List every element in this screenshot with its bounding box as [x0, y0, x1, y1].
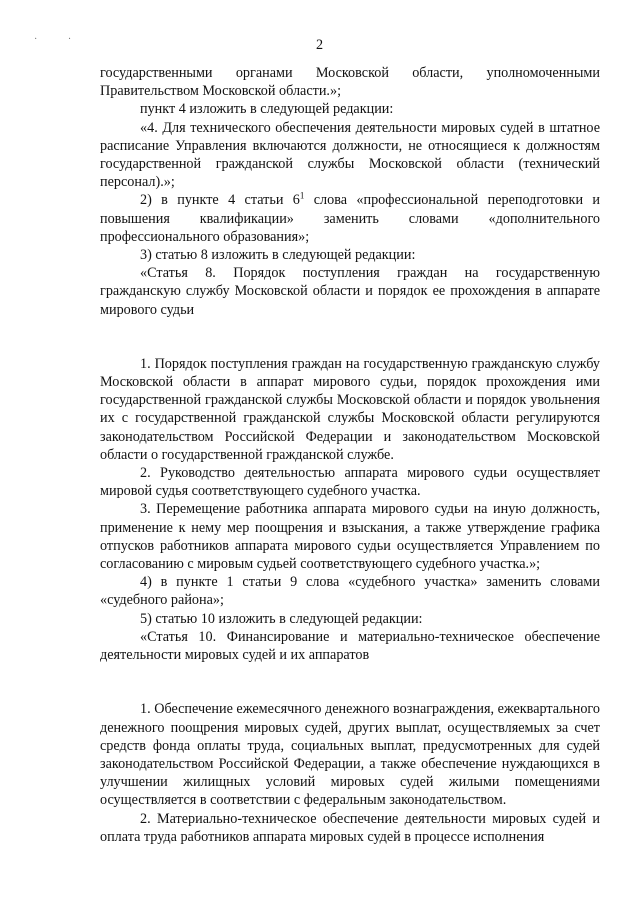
- superscript: 1: [299, 190, 305, 201]
- article-heading: «Статья 8. Порядок поступления граждан на государственную гражданскую службу Московской области и порядок ее прохождения в аппарате мирового судьи: [100, 265, 600, 318]
- paragraph: 5) статью 10 изложить в следующей редакции:: [140, 610, 423, 627]
- paragraph: государственными органами Московской области, уполномоченными Правительством Московской области.»;: [100, 65, 600, 100]
- paragraph: 2. Материально-техническое обеспечение деятельности мировых судей и оплата труда работников аппарата мировых судей в процессе исполнения: [100, 810, 600, 845]
- paragraph: 3) статью 8 изложить в следующей редакции:: [140, 247, 416, 264]
- article-heading: «Статья 10. Финансирование и материально-техническое обеспечение деятельности мировых судей и их аппаратов: [100, 628, 600, 664]
- paragraph: «4. Для технического обеспечения деятельности мировых судей в штатное расписание Управления включаются должности, не относящиеся к должностям государственной гражданской службы Московской области (технический персонал).»;: [100, 119, 600, 191]
- paragraph: пункт 4 изложить в следующей редакции:: [140, 101, 394, 118]
- paragraph: 1. Обеспечение ежемесячного денежного вознаграждения, ежеквартального денежного поощрения мировых судей, других выплат, осуществляемых за счет средств фонда оплаты труда, социальных выплат, предусмотренных для судей законодательством Российской Федерации, а также обеспечение нуждающихся в улучшении жилищных условий мировых судей жилыми помещениями осуществляется в соответствии с федеральным законодательством.: [100, 701, 600, 809]
- amendment-prefix: 2) в пункте 4 статьи 6: [140, 192, 300, 209]
- paragraph: 4) в пункте 1 статьи 9 слова «судебного участка» заменить словами «судебного района»;: [100, 574, 600, 609]
- amendment-text: слова «профессиональной переподготовки и повышения квалификации» заменить словами «дополнительного профессионального образования»;: [100, 192, 600, 245]
- scan-artifact: · ·: [34, 34, 86, 45]
- page-number: 2: [315, 37, 324, 53]
- paragraph: 2. Руководство деятельностью аппарата мирового судьи осуществляет мировой судья соответствующего судебного участка.: [100, 465, 600, 500]
- paragraph: [100, 191, 600, 246]
- paragraph: 3. Перемещение работника аппарата мирового судьи на иную должность, применение к нему мер поощрения и взыскания, а также утверждение графика отпусков работников аппарата мирового судьи осуществляется Управлением по согласованию с мировым судьей соответствующего судебного участка.»;: [100, 501, 600, 573]
- document-body: [100, 64, 600, 846]
- paragraph: 1. Порядок поступления граждан на государственную гражданскую службу Московской области в аппарат мирового судьи, порядок прохождения ими государственной гражданской службы Московской области и порядок увольнения их с государственной гражданской службы Московской области регулируются законодательством Российской Федерации и законодательством Московской области о государственной гражданской службе.: [100, 355, 600, 463]
